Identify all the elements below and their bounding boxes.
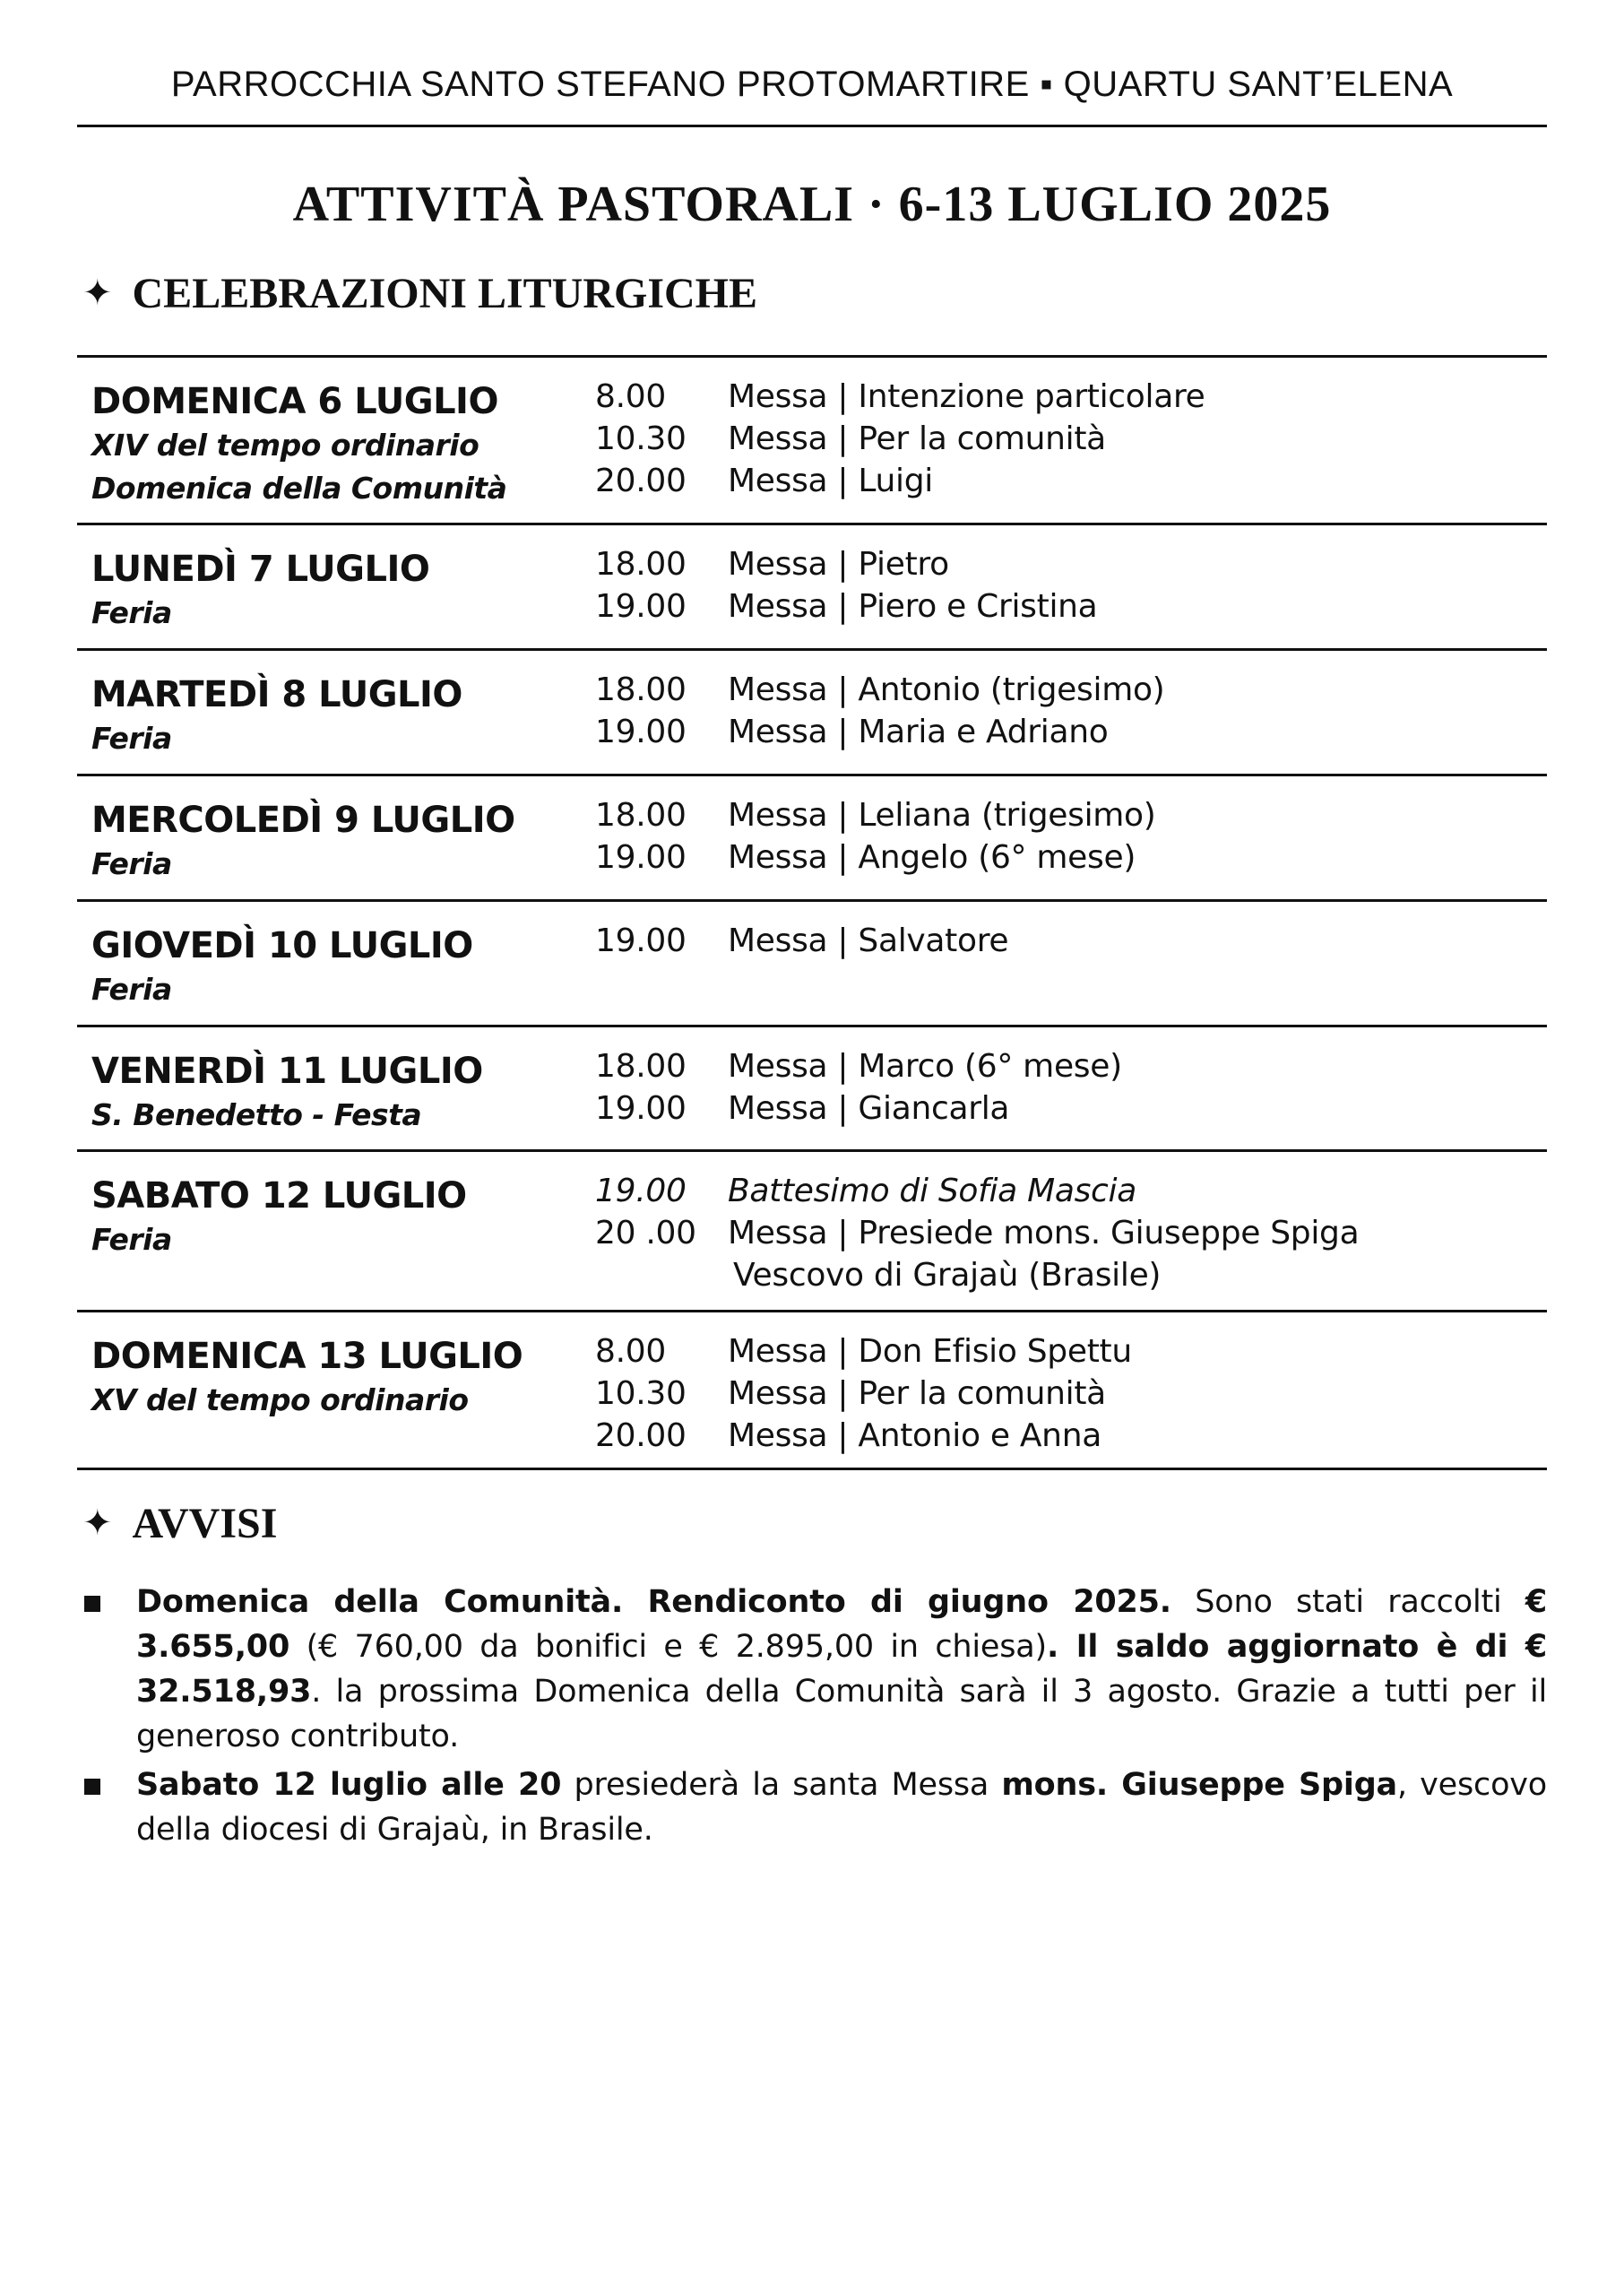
day-subtitle: S. Benedetto - Festa — [91, 1097, 422, 1132]
event-row — [595, 1330, 1132, 1373]
section-title-avvisi: AVVISI — [132, 1500, 278, 1547]
schedule-row-mercoledi-9 — [77, 776, 1547, 902]
schedule-row-venerdi-11 — [77, 1027, 1547, 1152]
event-desc: Vescovo di Grajaù (Brasile) — [733, 1257, 1162, 1294]
event-time: 10.30 — [595, 420, 687, 457]
event-desc: Messa | Salvatore — [728, 922, 1009, 959]
event-row — [595, 836, 1156, 879]
day-subtitle: Feria — [91, 1222, 172, 1257]
event-desc: Messa | Piero e Cristina — [728, 588, 1098, 625]
event-time: 19.00 — [595, 839, 687, 876]
section-title-celebrazioni: CELEBRAZIONI LITURGICHE — [132, 270, 758, 317]
event-row — [595, 460, 1205, 502]
event-time: 19.00 — [595, 1173, 687, 1209]
day-name: LUNEDÌ 7 LUGLIO — [91, 549, 430, 590]
event-desc: Battesimo di Sofia Mascia — [728, 1173, 1137, 1209]
schedule-row-lunedi-7 — [77, 525, 1547, 651]
notices-list — [77, 1580, 1547, 1856]
section-celebrazioni — [82, 269, 757, 318]
notice-item — [77, 1580, 1547, 1759]
section-avvisi — [82, 1499, 277, 1548]
header-divider — [77, 125, 1547, 127]
event-time: 18.00 — [595, 797, 687, 834]
day-subtitle: Feria — [91, 721, 172, 756]
event-desc: Messa | Angelo (6° mese) — [728, 839, 1136, 876]
notice-text: Sono stati raccolti — [1170, 1584, 1525, 1620]
notice-bold-text: mons. Giuseppe Spiga — [1001, 1767, 1397, 1803]
event-desc: Messa | Antonio (trigesimo) — [728, 671, 1165, 708]
day-subtitle: Domenica della Comunità — [91, 471, 507, 506]
event-row — [595, 543, 1097, 585]
notice-text: , vescovo della diocesi di Grajaù, in Brasile. — [136, 1767, 1548, 1848]
notice-text: presiederà la santa Messa — [561, 1767, 1002, 1803]
day-name: DOMENICA 13 LUGLIO — [91, 1336, 523, 1377]
day-name: DOMENICA 6 LUGLIO — [91, 381, 498, 422]
event-time: 19.00 — [595, 922, 687, 959]
event-desc: Messa | Don Efisio Spettu — [728, 1333, 1132, 1370]
event-desc: Messa | Luigi — [728, 463, 933, 499]
event-time: 10.30 — [595, 1375, 687, 1412]
event-row — [595, 1212, 1359, 1254]
event-row — [595, 669, 1164, 711]
day-subtitle: Feria — [91, 846, 172, 881]
parish-header: PARROCCHIA SANTO STEFANO PROTOMARTIRE ▪ QUARTU SANT’ELENA — [170, 65, 1454, 104]
event-time: 20 .00 — [595, 1215, 696, 1251]
event-desc: Messa | Pietro — [728, 546, 949, 583]
day-name: SABATO 12 LUGLIO — [91, 1175, 467, 1217]
event-row — [595, 711, 1164, 753]
event-desc: Messa | Antonio e Anna — [728, 1417, 1101, 1454]
day-name: GIOVEDÌ 10 LUGLIO — [91, 925, 473, 966]
event-row — [595, 585, 1097, 628]
event-time — [595, 1254, 728, 1296]
day-subtitle: XIV del tempo ordinario — [91, 428, 479, 463]
notice-bold-text: Domenica della Comunità. Rendiconto di giugno 2025. — [136, 1584, 1171, 1620]
event-desc: Messa | Intenzione particolare — [728, 378, 1205, 415]
schedule-row-domenica-6 — [77, 358, 1547, 525]
day-name: MERCOLEDÌ 9 LUGLIO — [91, 800, 515, 841]
page-title: ATTIVITÀ PASTORALI · 6-13 LUGLIO 2025 — [292, 177, 1332, 232]
event-row — [595, 920, 1008, 962]
event-row — [595, 418, 1205, 460]
schedule-row-sabato-12 — [77, 1152, 1547, 1312]
event-desc: Messa | Leliana (trigesimo) — [728, 797, 1156, 834]
event-time: 19.00 — [595, 1090, 687, 1127]
star-icon: ✦ — [82, 1503, 113, 1544]
event-desc: Messa | Per la comunità — [728, 1375, 1106, 1412]
notice-text: . la prossima Domenica della Comunità sarà il 3 agosto. Grazie a tutti per il generoso contributo. — [136, 1674, 1547, 1754]
star-icon: ✦ — [82, 273, 113, 314]
bullet-square-icon — [84, 1779, 100, 1795]
event-row — [595, 794, 1156, 836]
event-time: 18.00 — [595, 546, 687, 583]
schedule-table — [77, 355, 1547, 1470]
day-name: MARTEDÌ 8 LUGLIO — [91, 674, 462, 715]
event-time: 20.00 — [595, 1417, 687, 1454]
schedule-row-domenica-13 — [77, 1312, 1547, 1470]
day-name: VENERDÌ 11 LUGLIO — [91, 1051, 483, 1092]
event-time: 20.00 — [595, 463, 687, 499]
schedule-row-martedi-8 — [77, 651, 1547, 776]
notice-bold-text: € 3.655,00 — [136, 1584, 1547, 1665]
event-time: 19.00 — [595, 714, 687, 750]
event-row — [595, 1254, 1359, 1296]
event-row — [595, 1087, 1122, 1130]
day-subtitle: Feria — [91, 972, 172, 1007]
day-subtitle: Feria — [91, 595, 172, 630]
event-desc: Messa | Per la comunità — [728, 420, 1106, 457]
schedule-row-giovedi-10 — [77, 902, 1547, 1027]
event-time: 18.00 — [595, 1048, 687, 1085]
bullet-square-icon — [84, 1596, 100, 1612]
notice-bold-text: Sabato 12 luglio alle 20 — [136, 1767, 562, 1803]
event-row — [595, 1415, 1132, 1457]
notice-bold-text: . Il saldo aggiornato è di € 32.518,93 — [136, 1629, 1547, 1710]
event-row — [595, 1045, 1122, 1087]
day-subtitle: XV del tempo ordinario — [91, 1382, 469, 1417]
event-time: 8.00 — [595, 378, 666, 415]
event-time: 8.00 — [595, 1333, 666, 1370]
event-desc: Messa | Marco (6° mese) — [728, 1048, 1122, 1085]
event-time: 18.00 — [595, 671, 687, 708]
notice-text: (€ 760,00 da bonifici e € 2.895,00 in chiesa) — [289, 1629, 1047, 1665]
event-desc: Messa | Presiede mons. Giuseppe Spiga — [728, 1215, 1360, 1251]
event-row — [595, 1170, 1359, 1212]
notice-item — [77, 1762, 1547, 1852]
event-time: 19.00 — [595, 588, 687, 625]
event-row — [595, 1373, 1132, 1415]
event-desc: Messa | Giancarla — [728, 1090, 1010, 1127]
event-row — [595, 376, 1205, 418]
event-desc: Messa | Maria e Adriano — [728, 714, 1109, 750]
